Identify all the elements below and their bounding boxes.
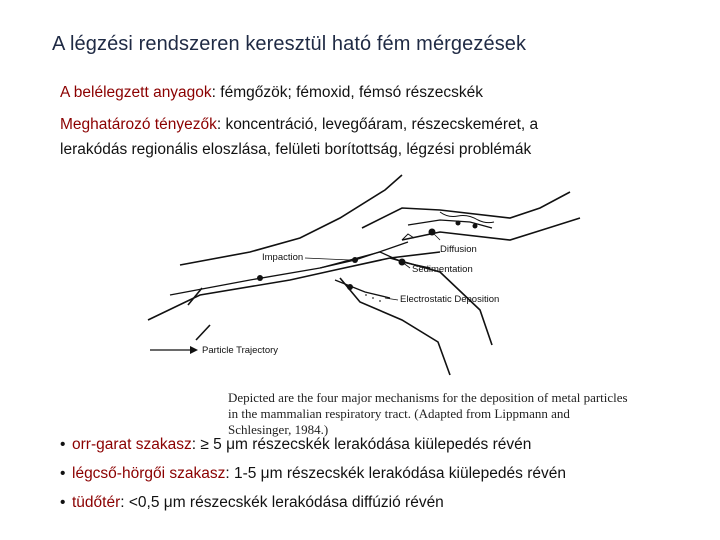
bullet-marker: • [60, 436, 66, 453]
bullet-label: légcső-hörgői szakasz [72, 465, 226, 482]
bullet-label: orr-garat szakasz [72, 436, 192, 453]
upper-branch-wall [362, 192, 570, 228]
particle [473, 224, 478, 229]
airway-diagram [140, 170, 620, 385]
particle [347, 284, 353, 290]
bullet-marker: • [60, 494, 66, 511]
bullet-tracheobronchial [60, 465, 566, 483]
bullet-text: : 1-5 μm részecskék lerakódása kiülepedés révén [225, 465, 566, 482]
impaction-label: Impaction [262, 252, 304, 263]
bullet-text: : ≥ 5 μm részecskék lerakódása kiülepedés révén [191, 436, 532, 453]
determining-factors-continued: lerakódás regionális eloszlása, felületi borítottság, légzési problémák [60, 141, 532, 158]
determining-factors-text: : koncentráció, levegőáram, részecskeméret, a [216, 116, 539, 133]
impaction-leader [305, 258, 350, 260]
electrostatic-leader [385, 298, 398, 300]
bullet-nasopharyngeal [60, 436, 531, 454]
figure-caption: Depicted are the four major mechanisms for the deposition of metal particles in the mammalian respiratory tract. (Adapted from Lippmann and Schlesinger, 1984.) [228, 390, 628, 437]
determining-factors-line [60, 116, 538, 134]
particle [456, 221, 461, 226]
diffusion-trajectory [408, 220, 492, 228]
particle [257, 275, 263, 281]
inhaled-substances-label: A belélegzett anyagok [60, 84, 212, 101]
bullet-text: : <0,5 μm részecskék lerakódása diffúzió révén [120, 494, 444, 511]
particle [352, 257, 358, 263]
sedimentation-label: Sedimentation [412, 264, 473, 275]
electrostatic-trajectory [335, 280, 390, 298]
electrostatic-deposition-label: Electrostatic Deposition [400, 294, 500, 305]
inhaled-substances-line [60, 84, 483, 102]
bullet-label: tüdőtér [72, 494, 121, 511]
determining-factors-label: Meghatározó tényezők [60, 116, 217, 133]
bullet-marker: • [60, 465, 66, 482]
diffusion-label: Diffusion [440, 244, 477, 255]
trajectory-legend-arrow [150, 346, 198, 354]
legend-arrow-head [190, 346, 198, 354]
deposition-mechanisms-figure [140, 170, 620, 385]
lower-branch-outer-wall [340, 278, 450, 375]
tube-wall-right [196, 325, 210, 340]
particle-trajectory-label: Particle Trajectory [202, 345, 279, 356]
inhaled-substances-text: : fémgőzök; fémoxid, fémsó részecskék [211, 84, 484, 101]
bullet-alveolar [60, 494, 444, 512]
slide-title: A légzési rendszeren keresztül ható fém mérgezések [52, 33, 527, 55]
